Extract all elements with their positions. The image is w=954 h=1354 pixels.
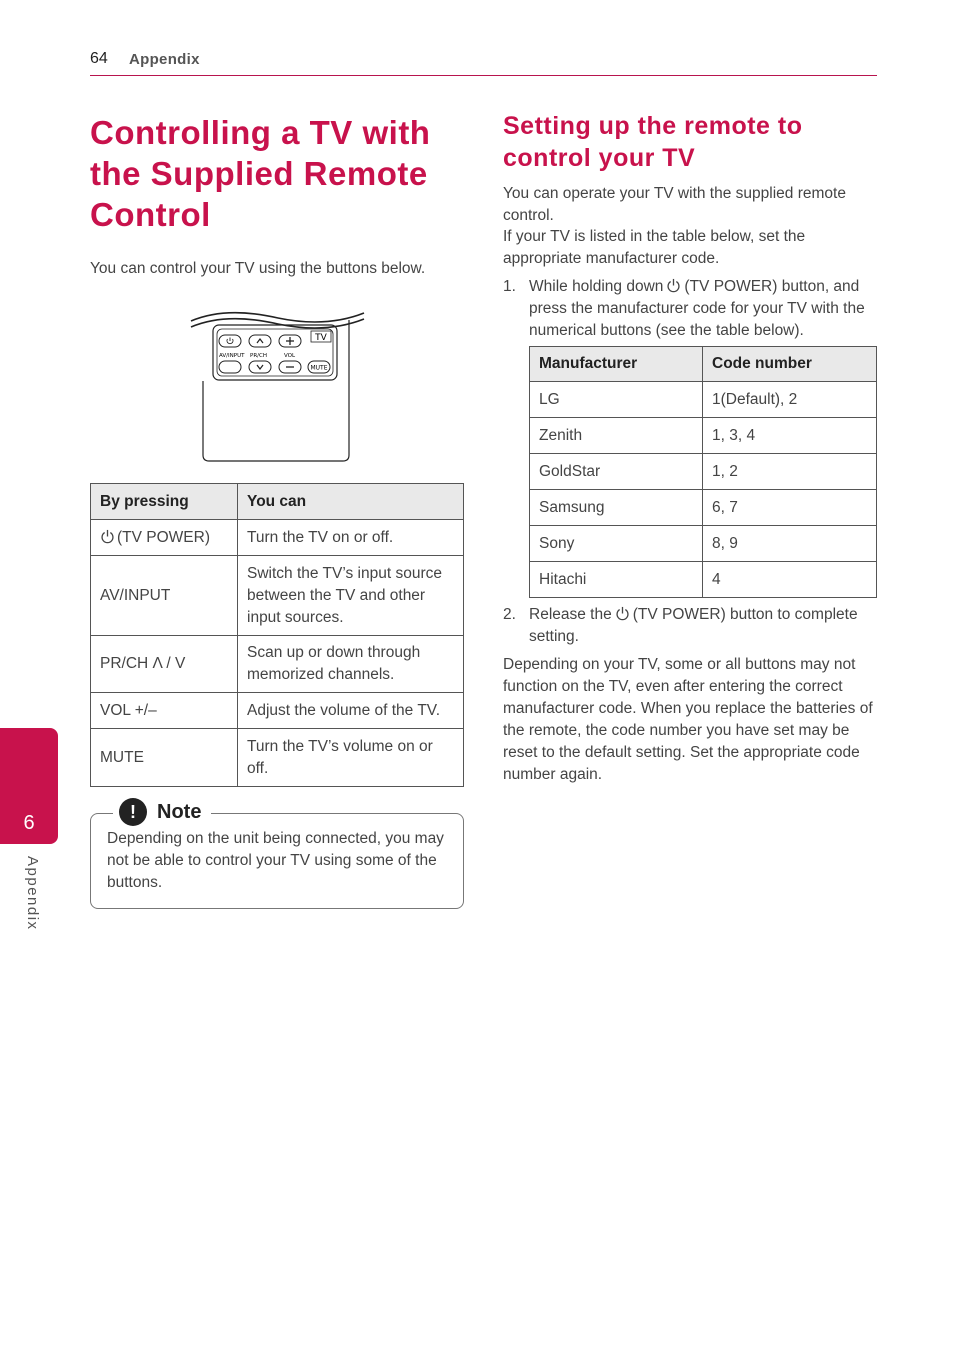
table-cell: (TV POWER) xyxy=(91,520,238,556)
intro-text: You can control your TV using the buttons below. xyxy=(90,260,426,277)
table-header-row xyxy=(91,484,464,520)
power-icon xyxy=(666,278,681,293)
table-cell: LG xyxy=(530,382,703,418)
page-section: Appendix xyxy=(129,51,200,68)
remote-label-pr-ch: PR/CH xyxy=(250,353,267,359)
chapter-tab xyxy=(0,728,58,844)
step-text: Release the (TV POWER) button to complete setting. xyxy=(529,606,858,645)
table-cell: 1, 3, 4 xyxy=(703,418,877,454)
alert-icon: ! xyxy=(119,798,147,826)
table-row xyxy=(530,454,877,490)
table-cell: GoldStar xyxy=(530,454,703,490)
table-cell: VOL +/– xyxy=(91,693,238,729)
table-cell: 1, 2 xyxy=(703,454,877,490)
table-header: You can xyxy=(238,484,464,520)
table-cell: 4 xyxy=(703,562,877,598)
table-row xyxy=(530,562,877,598)
table-cell: Scan up or down through memorized channels. xyxy=(238,636,464,693)
step-number: 2. xyxy=(503,606,516,623)
paragraph: You can operate your TV with the supplied remote control. xyxy=(503,185,846,224)
step-2 xyxy=(503,604,879,648)
section-title: Setting up the remote to control your TV xyxy=(503,112,803,172)
power-icon xyxy=(615,606,630,621)
table-row xyxy=(91,636,464,693)
table-cell: 1(Default), 2 xyxy=(703,382,877,418)
note-title: Note xyxy=(157,800,202,823)
table-header: By pressing xyxy=(91,484,238,520)
table-cell: Turn the TV’s volume on or off. xyxy=(238,729,464,787)
button-function-table xyxy=(90,483,464,787)
step-text: While holding down (TV POWER) button, and press the manufacturer code for your TV with the numerical buttons (see the table below). xyxy=(529,278,865,339)
step-number: 1. xyxy=(503,278,516,295)
table-cell: Sony xyxy=(530,526,703,562)
remote-power-icon xyxy=(227,338,233,344)
table-row xyxy=(530,490,877,526)
page-header xyxy=(90,48,877,76)
table-row xyxy=(91,520,464,556)
note-box xyxy=(90,800,464,909)
remote-label-mute: MUTE xyxy=(310,364,328,372)
table-cell: 6, 7 xyxy=(703,490,877,526)
paragraph: Depending on your TV, some or all buttons may not function on the TV, even after entering the correct manufacturer code. When you replace the batteries of the remote, the code number you have set may be reset to the default setting. Set the appropriate code number again. xyxy=(503,656,873,783)
table-cell: PR/CH Λ / V xyxy=(91,636,238,693)
table-row xyxy=(91,729,464,787)
paragraph: If your TV is listed in the table below, set the appropriate manufacturer code. xyxy=(503,228,806,267)
table-header: Manufacturer xyxy=(530,347,703,382)
table-cell: MUTE xyxy=(91,729,238,787)
note-heading xyxy=(113,798,211,826)
table-cell: Zenith xyxy=(530,418,703,454)
chapter-label: Appendix xyxy=(24,856,41,931)
table-cell: Samsung xyxy=(530,490,703,526)
table-cell: AV/INPUT xyxy=(91,556,238,636)
table-cell: Hitachi xyxy=(530,562,703,598)
manufacturer-code-table xyxy=(529,346,877,598)
step-1 xyxy=(503,276,879,342)
remote-label-av-input: AV/INPUT xyxy=(219,353,245,359)
remote-illustration xyxy=(186,308,370,468)
table-row xyxy=(91,556,464,636)
main-title: Controlling a TV with the Supplied Remote Control xyxy=(90,114,431,233)
page-number: 64 xyxy=(90,50,108,67)
table-cell: Turn the TV on or off. xyxy=(238,520,464,556)
remote-label-vol: VOL xyxy=(284,353,296,359)
table-cell: Adjust the volume of the TV. xyxy=(238,693,464,729)
table-header-row xyxy=(530,347,877,382)
table-row xyxy=(530,418,877,454)
power-icon xyxy=(100,529,115,544)
chapter-number: 6 xyxy=(23,812,35,834)
table-cell: 8, 9 xyxy=(703,526,877,562)
remote-tv-label: TV xyxy=(315,333,327,343)
table-row xyxy=(91,693,464,729)
table-row xyxy=(530,382,877,418)
table-header: Code number xyxy=(703,347,877,382)
table-cell: Switch the TV’s input source between the TV and other input sources. xyxy=(238,556,464,636)
table-row xyxy=(530,526,877,562)
note-text: Depending on the unit being connected, you may not be able to control your TV using some of the buttons. xyxy=(107,830,444,891)
